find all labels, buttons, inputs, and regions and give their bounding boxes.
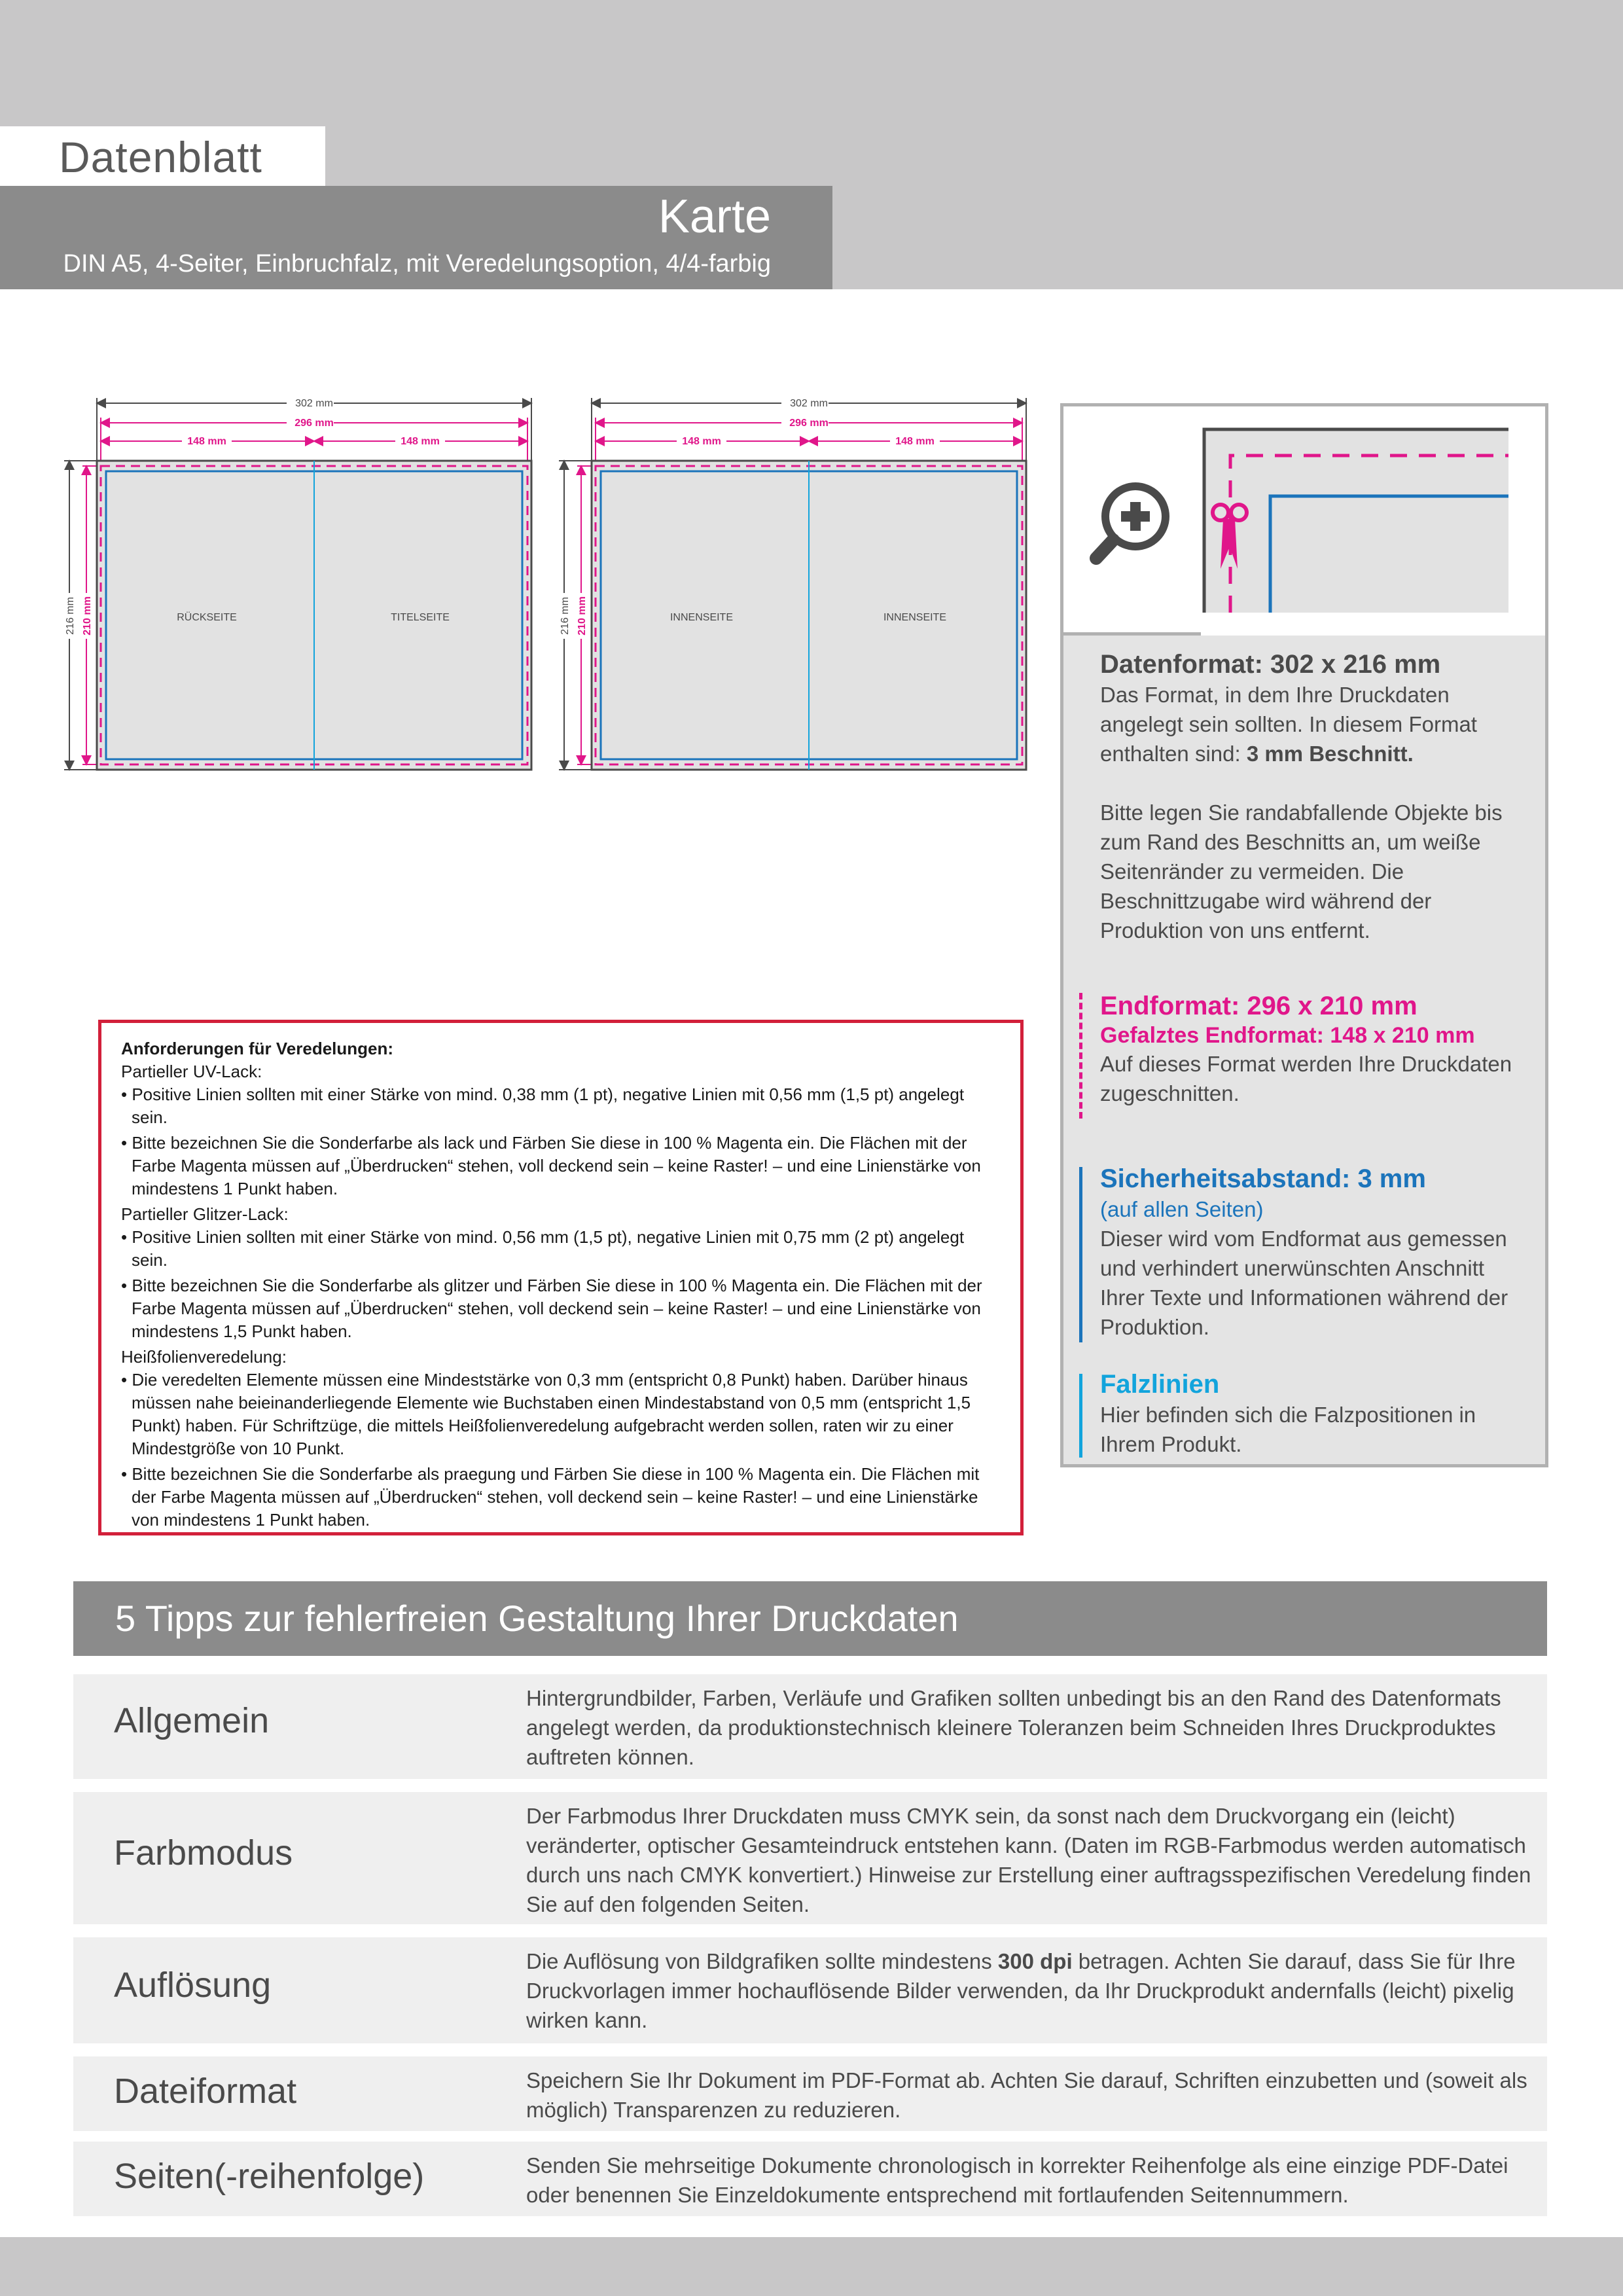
tip-text-part: Die Auflösung von Bildgrafiken sollte mindestens	[526, 1949, 998, 1973]
sicherheit-text: Dieser wird vom Endformat aus gemessen und verhindert unerwünschten Anschnitt Ihrer Texte und Informationen während der Produktion.	[1100, 1227, 1508, 1339]
tip-label: Dateiformat	[114, 2072, 297, 2111]
tip-label: Auflösung	[114, 1965, 272, 2005]
height-final-label: 210 mm	[82, 596, 93, 636]
width-final-label: 296 mm	[789, 418, 829, 429]
requirements-section-title: Heißfolienveredelung:	[121, 1347, 287, 1367]
footer-band	[0, 2237, 1623, 2296]
falz-title: Falzlinien	[1100, 1370, 1220, 1399]
tip-row	[73, 1792, 1547, 1924]
falz-marker	[1079, 1374, 1082, 1458]
tip-text: Der Farbmodus Ihrer Druckdaten muss CMYK sein, da sonst nach dem Druckvorgang ein (leicht) veränderter, optischer Gesamteindruck entstehen kann. (Daten im RGB-Farbmodus werden automatisch durch uns nach CMYK konvertiert.) Hinweise zur Erstellung einer auftragsspezifischen Veredelung finden Sie auf den folgenden Seiten.	[526, 1804, 1531, 1916]
datenformat-text-2: Bitte legen Sie randabfallende Objekte bis zum Rand des Beschnitts an, um weiße Seitenränder zu vermeiden. Die Beschnittzugabe wird während der Produktion von uns entfernt.	[1100, 800, 1503, 942]
format-diagram-svg	[55, 390, 539, 780]
tip-label: Seiten(-reihenfolge)	[114, 2157, 425, 2196]
panel-right-label: TITELSEITE	[391, 612, 450, 623]
height-final-label: 210 mm	[577, 596, 588, 636]
panel-right-width-label: 148 mm	[401, 436, 440, 447]
format-diagram-svg	[550, 390, 1034, 780]
datenformat-block	[1100, 649, 1532, 945]
tip-text-part: betragen. Achten Sie darauf, dass Sie für Ihre Druckvorlagen immer hochauflösende Bilder verwenden, da Ihr Druckprodukt andernfalls (leicht) pixelig wirken kann.	[526, 1949, 1516, 2032]
sicherheit-block	[1100, 1163, 1532, 1342]
endformat-text: Auf dieses Format werden Ihre Druckdaten zugeschnitten.	[1100, 1052, 1512, 1105]
format-diagram-outside	[55, 390, 539, 780]
falz-text: Hier befinden sich die Falzpositionen in Ihrem Produkt.	[1100, 1403, 1476, 1456]
height-total-label: 216 mm	[65, 597, 76, 635]
datenformat-title: Datenformat: 302 x 216 mm	[1100, 650, 1441, 679]
requirements-item: • Bitte bezeichnen Sie die Sonderfarbe als lack und Färben Sie diese in 100 % Magenta ein. Die Flächen mit der Farbe Magenta müssen auf „Überdrucken“ stehen, voll deckend sein – keine Raster! – und eine Linienstärke von mindestens 1 Punkt haben.	[121, 1132, 1001, 1200]
sicherheit-title: Sicherheitsabstand: 3 mm	[1100, 1164, 1426, 1193]
panel-left-width-label: 148 mm	[682, 436, 721, 447]
tip-text: Hintergrundbilder, Farben, Verläufe und Grafiken sollten unbedingt bis an den Rand des Datenformats angelegt werden, da produktionstechnisch kleinere Toleranzen beim Schneiden Ihres Druckproduktes auftreten können.	[526, 1686, 1501, 1769]
falz-block	[1100, 1369, 1532, 1459]
tip-label: Farbmodus	[114, 1833, 293, 1873]
requirements-section-title: Partieller UV-Lack:	[121, 1062, 262, 1081]
requirements-item: • Bitte bezeichnen Sie die Sonderfarbe als praegung und Färben Sie diese in 100 % Magenta ein. Die Flächen mit der Farbe Magenta müssen auf „Überdrucken“ stehen, voll deckend sein – keine Raster! – und eine Linienstärke von mindestens 1 Punkt haben.	[121, 1463, 1001, 1532]
tip-row	[73, 1674, 1547, 1779]
requirements-title: Anforderungen für Veredelungen:	[121, 1039, 394, 1058]
zoom-detail	[1063, 406, 1545, 636]
requirements-item: • Bitte bezeichnen Sie die Sonderfarbe als glitzer und Färben Sie diese in 100 % Magenta ein. Die Flächen mit der Farbe Magenta müssen auf „Überdrucken“ stehen, voll deckend sein – keine Raster! – und eine Linienstärke von mindestens 1,5 Punkt haben.	[121, 1274, 1001, 1343]
panel-left-width-label: 148 mm	[187, 436, 226, 447]
endformat-title: Endformat: 296 x 210 mm	[1100, 992, 1418, 1020]
endformat-subtitle: Gefalztes Endformat: 148 x 210 mm	[1100, 1023, 1475, 1048]
sicherheit-marker	[1079, 1167, 1082, 1342]
product-subtitle: DIN A5, 4-Seiter, Einbruchfalz, mit Veredelungsoption, 4/4-farbig	[63, 250, 771, 278]
doc-type-title: Datenblatt	[59, 133, 262, 181]
sicherheit-subtitle: (auf allen Seiten)	[1100, 1197, 1264, 1221]
requirements-section-title: Partieller Glitzer-Lack:	[121, 1204, 289, 1224]
magnifier-plus-icon	[1096, 482, 1169, 558]
datenformat-text	[1100, 680, 1532, 768]
panel-right-label: INNENSEITE	[883, 612, 947, 623]
width-final-label: 296 mm	[294, 418, 334, 429]
panel-left-label: RÜCKSEITE	[177, 612, 237, 623]
product-title: Karte	[658, 190, 771, 243]
height-total-label: 216 mm	[560, 597, 571, 635]
info-panel	[1060, 403, 1548, 1467]
endformat-marker	[1079, 993, 1082, 1119]
tip-row	[73, 2142, 1547, 2216]
tips-header	[73, 1581, 1547, 1656]
tip-label: Allgemein	[114, 1701, 270, 1740]
tip-row	[73, 2056, 1547, 2131]
panel-left-label: INNENSEITE	[669, 612, 734, 623]
tip-text-bold: 300 dpi	[997, 1949, 1073, 1973]
tip-text	[526, 1946, 1534, 2035]
tip-text: Speichern Sie Ihr Dokument im PDF-Format ab. Achten Sie darauf, Schriften einzubetten und (soweit als möglich) Transparenzen zu reduzieren.	[526, 2068, 1527, 2122]
requirements-item: • Positive Linien sollten mit einer Stärke von mind. 0,56 mm (1,5 pt), negative Linien mit 0,75 mm (2 pt) angelegt sein.	[121, 1226, 1001, 1272]
requirements-item: • Positive Linien sollten mit einer Stärke von mind. 0,38 mm (1 pt), negative Linien mit 0,56 mm (1,5 pt) angelegt sein.	[121, 1083, 1001, 1129]
datenformat-text-bold: 3 mm Beschnitt.	[1246, 742, 1414, 766]
requirements-box	[98, 1020, 1024, 1535]
panel-right-width-label: 148 mm	[895, 436, 935, 447]
tip-row	[73, 1937, 1547, 2043]
width-total-label: 302 mm	[790, 398, 828, 409]
tips-title: 5 Tipps zur fehlerfreien Gestaltung Ihrer Druckdaten	[115, 1598, 959, 1639]
format-diagram-inside	[550, 390, 1034, 780]
tip-text: Senden Sie mehrseitige Dokumente chronologisch in korrekter Reihenfolge als eine einzige PDF-Datei oder benennen Sie Einzeldokumente entsprechend mit fortlaufenden Seitennummern.	[526, 2153, 1508, 2207]
requirements-item: • Die veredelten Elemente müssen eine Mindeststärke von 0,3 mm (entspricht 0,8 Punkt) haben. Darüber hinaus müssen nahe beieinanderliegende Elemente wie Buchstaben einen Mindestabstand von 0,5 mm (entspricht 1,5 Punkt) haben. Für Schriftzüge, die mittels Heißfolienveredelung aufgebracht werden sollen, raten wir zu einer Mindestgröße von 10 Punkt.	[121, 1369, 1001, 1460]
datenformat-text-part: Das Format, in dem Ihre Druckdaten angelegt sein sollten. In diesem Format enthalten sind:	[1100, 683, 1477, 766]
endformat-block	[1100, 990, 1532, 1108]
width-total-label: 302 mm	[295, 398, 333, 409]
